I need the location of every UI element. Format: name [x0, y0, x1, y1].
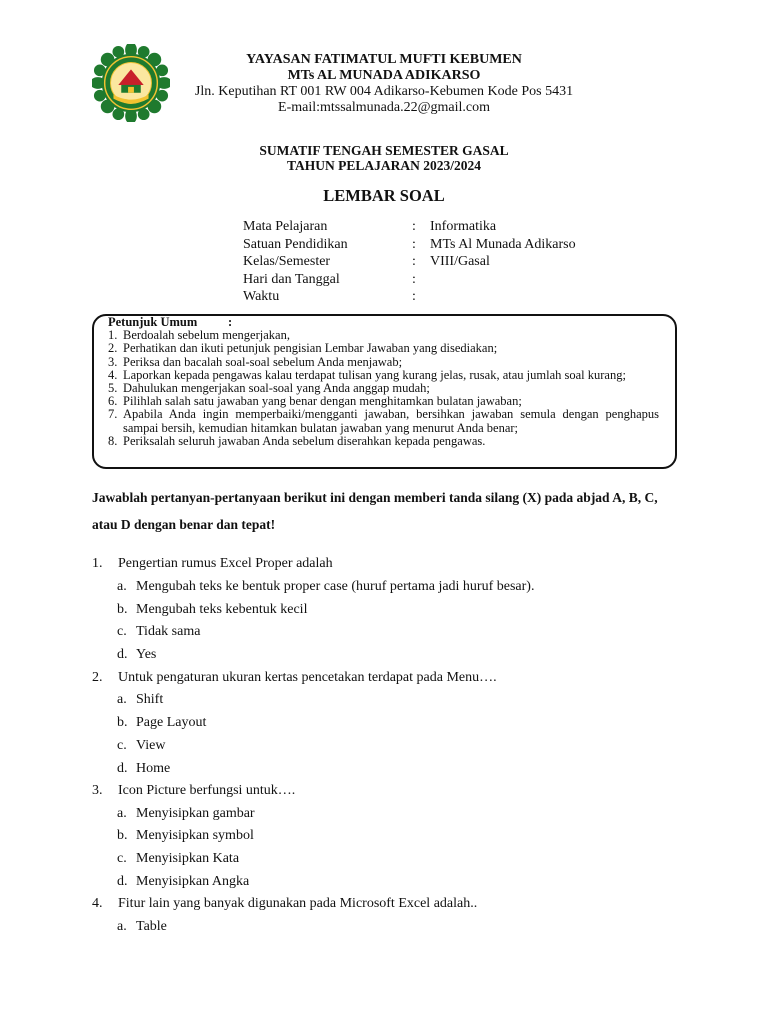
instruction-text: Pilihlah salah satu jawaban yang benar dengan menghitamkan bulatan jawaban; [123, 394, 522, 409]
option-text: Mengubah teks ke bentuk proper case (huruf pertama jadi huruf besar). [136, 579, 535, 594]
info-separator: : [412, 289, 416, 304]
option-text: Menyisipkan symbol [136, 828, 254, 843]
question-text: Icon Picture berfungsi untuk…. [118, 783, 296, 798]
answer-instruction: Jawablah pertanyan-pertanyaan berikut ini dengan memberi tanda silang (X) pada abjad A, B, C, atau D dengan benar dan tepat! [92, 490, 658, 532]
option-text: Menyisipkan gambar [136, 806, 255, 821]
school-logo [92, 44, 170, 122]
question-text: Untuk pengaturan ukuran kertas pencetakan terdapat pada Menu…. [118, 670, 497, 685]
info-separator: : [412, 236, 416, 252]
option-text: Menyisipkan Angka [136, 874, 250, 889]
question-text: Pengertian rumus Excel Proper adalah [118, 556, 333, 571]
answer-option[interactable] [117, 602, 307, 618]
question-number: 4. [92, 896, 103, 911]
question-item [92, 670, 497, 686]
instructions-list [108, 316, 659, 448]
instructions-heading-colon: : [228, 315, 233, 329]
option-letter: d. [117, 647, 128, 662]
instruction-number: 5. [108, 381, 118, 396]
option-letter: b. [117, 828, 128, 843]
question-number: 3. [92, 783, 103, 798]
info-row [243, 253, 576, 271]
instruction-item [108, 435, 659, 448]
school-email: E-mail:mtssalmunada.22@gmail.com [278, 100, 490, 115]
answer-option[interactable] [117, 828, 254, 844]
instruction-item [108, 408, 659, 434]
info-label: Satuan Pendidikan [243, 236, 348, 252]
exam-info-table [243, 218, 576, 306]
option-letter: c. [117, 624, 127, 639]
answer-option[interactable] [117, 647, 156, 663]
info-label: Kelas/Semester [243, 254, 331, 269]
option-letter: d. [117, 761, 128, 776]
info-separator: : [412, 271, 416, 287]
question-text: Fitur lain yang banyak digunakan pada Microsoft Excel adalah.. [118, 896, 478, 911]
answer-option[interactable] [117, 579, 534, 595]
info-value: VIII/Gasal [430, 254, 490, 269]
option-letter: b. [117, 602, 128, 617]
option-text: Yes [136, 647, 157, 662]
question-number: 2. [92, 670, 103, 685]
school-address: Jln. Keputihan RT 001 RW 004 Adikarso-Kebumen Kode Pos 5431 [194, 84, 574, 99]
option-letter: d. [117, 874, 128, 889]
option-text: Home [136, 761, 171, 776]
answer-option[interactable] [117, 715, 206, 731]
option-letter: a. [117, 692, 127, 707]
question-number: 1. [92, 556, 103, 571]
option-text: Shift [136, 692, 164, 707]
answer-option[interactable] [117, 692, 163, 708]
instruction-number: 2. [108, 341, 118, 356]
answer-option[interactable] [117, 738, 165, 754]
sheet-title: LEMBAR SOAL [323, 186, 445, 205]
option-letter: a. [117, 806, 127, 821]
option-text: Page Layout [136, 715, 207, 730]
option-text: Mengubah teks kebentuk kecil [136, 602, 308, 617]
question-item [92, 896, 477, 912]
info-label: Hari dan Tanggal [243, 271, 340, 287]
option-letter: c. [117, 738, 127, 753]
option-text: Table [136, 919, 167, 934]
instruction-number: 3. [108, 354, 118, 369]
info-row [243, 218, 576, 236]
answer-option[interactable] [117, 624, 200, 640]
instruction-number: 4. [108, 367, 118, 382]
instruction-number: 6. [108, 394, 118, 409]
info-separator: : [412, 219, 416, 234]
info-label: Mata Pelajaran [243, 219, 328, 234]
instruction-text: Dahulukan mengerjakan soal-soal yang Anda anggap mudah; [123, 381, 430, 396]
option-letter: b. [117, 715, 128, 730]
info-separator: : [412, 254, 416, 269]
answer-option[interactable] [117, 919, 167, 935]
info-value: MTs Al Munada Adikarso [430, 236, 576, 252]
option-text: Menyisipkan Kata [136, 851, 240, 866]
info-label: Waktu [243, 289, 280, 304]
instruction-text: Periksalah seluruh jawaban Anda sebelum diserahkan kepada pengawas. [123, 433, 486, 448]
option-letter: c. [117, 851, 127, 866]
instructions-heading-text: Petunjuk Umum [108, 315, 198, 329]
info-row [243, 288, 576, 306]
option-letter: a. [117, 579, 127, 594]
instruction-item [108, 356, 659, 369]
instruction-text: Apabila Anda ingin memperbaiki/mengganti jawaban, bersihkan jawaban semula dengan penghapus sampai bersih, kemudian hitamkan bulatan jawaban yang menurut Anda benar; [123, 407, 659, 435]
letterhead [178, 52, 590, 116]
foundation-name: YAYASAN FATIMATUL MUFTI KEBUMEN [246, 52, 522, 67]
exam-title-line2: TAHUN PELAJARAN 2023/2024 [286, 158, 481, 173]
instruction-item [108, 342, 659, 355]
instruction-number: 1. [108, 328, 118, 343]
instruction-text: Periksa dan bacalah soal-soal sebelum Anda menjawab; [123, 354, 403, 369]
answer-option[interactable] [117, 851, 239, 867]
option-text: View [136, 738, 166, 753]
question-item [92, 556, 333, 572]
answer-option[interactable] [117, 874, 249, 890]
option-text: Tidak sama [136, 624, 201, 639]
question-item [92, 783, 295, 799]
answer-option[interactable] [117, 806, 255, 822]
option-letter: a. [117, 919, 127, 934]
info-row [243, 236, 576, 254]
exam-title-line1: SUMATIF TENGAH SEMESTER GASAL [259, 143, 509, 158]
school-name: MTs AL MUNADA ADIKARSO [287, 68, 481, 83]
instruction-text: Perhatikan dan ikuti petunjuk pengisian Lembar Jawaban yang disediakan; [123, 341, 498, 356]
instruction-number: 7. [108, 407, 118, 422]
instruction-text: Laporkan kepada pengawas kalau terdapat tulisan yang kurang jelas, rusak, atau jumlah soal kurang; [123, 367, 626, 382]
info-value: Informatika [430, 219, 497, 234]
instruction-text: Berdoalah sebelum mengerjakan, [123, 328, 290, 343]
exam-title [0, 143, 768, 173]
answer-option[interactable] [117, 761, 170, 777]
info-row [243, 271, 576, 289]
instruction-number: 8. [108, 433, 118, 448]
